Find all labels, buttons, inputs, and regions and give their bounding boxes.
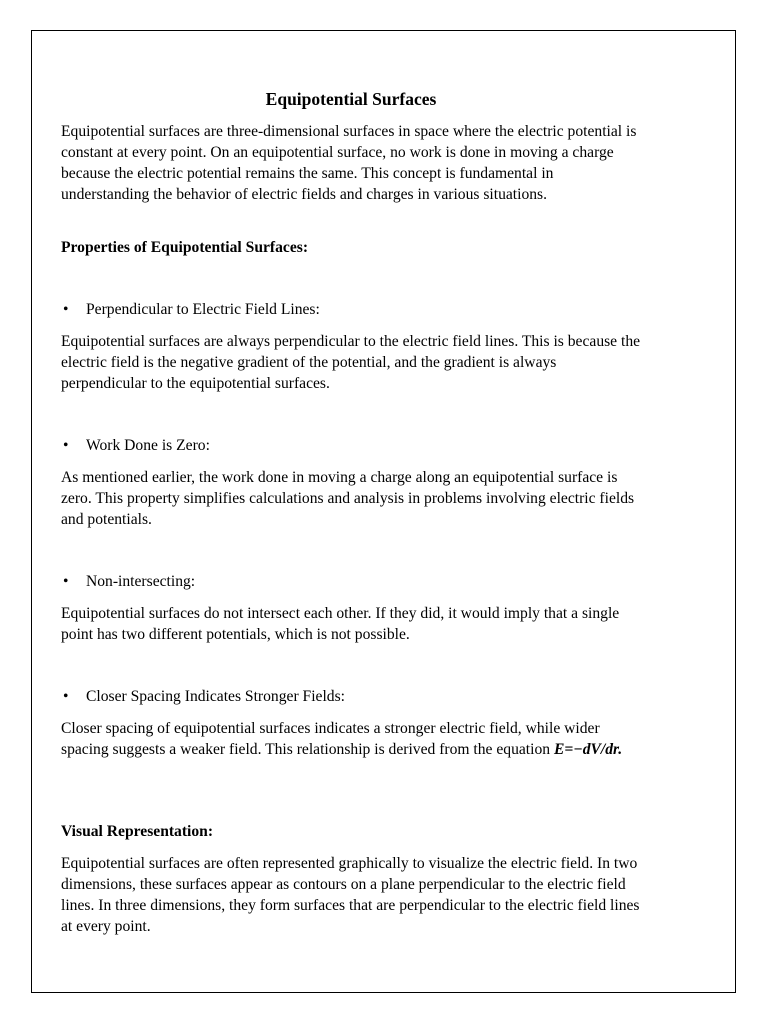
intro-paragraph: Equipotential surfaces are three-dimensional surfaces in space where the electric potential is constant at every point. On an equipotential surface, no work is done in moving a charge because the electric potential remains the same. This concept is fundamental in understanding the behavior of electric fields and charges in various situations. <box>61 123 637 203</box>
visual-heading: Visual Representation: <box>61 823 214 840</box>
property-text-perpendicular: Equipotential surfaces are always perpendicular to the electric field lines. This is because the electric field is the negative gradient of the potential, and the gradient is always perpendicular to the equipotential surfaces. <box>61 333 641 392</box>
property-text: Closer spacing of equipotential surfaces indicates a stronger electric field, while wider spacing suggests a weaker field. This relationship is derived from the equation <box>61 720 600 758</box>
property-bullet-perpendicular <box>61 299 641 320</box>
document-title: Equipotential Surfaces <box>265 89 437 109</box>
field-equation: E=−dV/dr. <box>553 741 623 758</box>
property-text-closer-spacing <box>61 718 641 760</box>
property-bullet-non-intersecting <box>61 571 641 592</box>
bullet-icon: • <box>63 437 69 454</box>
property-label: Work Done is Zero: <box>86 437 210 454</box>
bullet-icon: • <box>63 301 69 318</box>
property-label: Perpendicular to Electric Field Lines: <box>86 301 320 318</box>
properties-heading: Properties of Equipotential Surfaces: <box>61 239 309 256</box>
property-label: Closer Spacing Indicates Stronger Fields: <box>86 688 345 705</box>
property-bullet-work-done <box>61 435 641 456</box>
property-text-non-intersecting: Equipotential surfaces do not intersect each other. If they did, it would imply that a single point has two different potentials, which is not possible. <box>61 605 620 643</box>
property-bullet-closer-spacing <box>61 686 641 707</box>
bullet-icon: • <box>63 688 69 705</box>
property-text-work-done: As mentioned earlier, the work done in moving a charge along an equipotential surface is zero. This property simplifies calculations and analysis in problems involving electric fields and potentials. <box>61 469 635 528</box>
bullet-icon: • <box>63 573 69 590</box>
visual-paragraph: Equipotential surfaces are often represented graphically to visualize the electric field. In two dimensions, these surfaces appear as contours on a plane perpendicular to the electric field lines. In three dimensions, they form surfaces that are perpendicular to the electric field lines at every point. <box>61 855 640 935</box>
property-label: Non-intersecting: <box>86 573 196 590</box>
